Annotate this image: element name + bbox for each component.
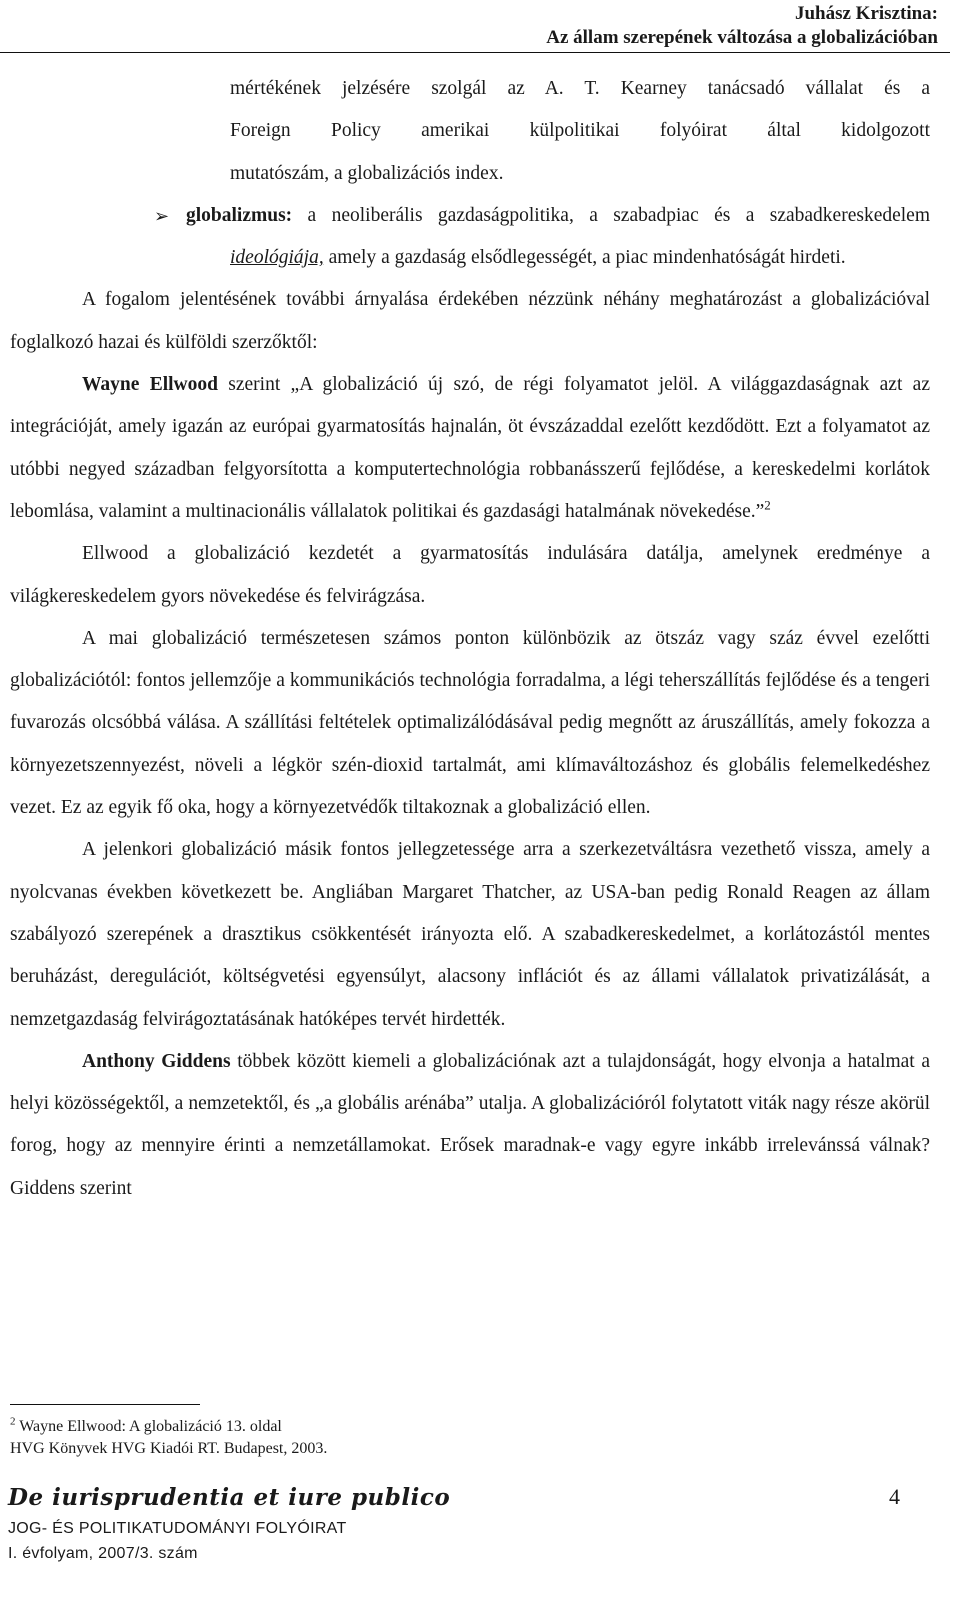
paragraph-structural-change: A jelenkori globalizáció másik fontos jellegzetessége arra a szerkezetváltásra vezethető vissza, amely a nyolcvanas években következett be. Angliában Margaret Thatcher, az USA-ban pedig Ronald Reagen az állam szabályozó szerepének a drasztikus csökkentését irányozta elő. A szabadkereskedelmet, a korlátozástól mentes beruházást, deregulációt, költségvetési egyensúlyt, alacsony inflációt és az állami vállalatok privatizálását, a nemzetgazdaság felvirágoztatásának hatóképes tervét hirdették. — [10, 839, 930, 1030]
page-number: 4 — [889, 1484, 900, 1509]
bullet-term: globalizmus: — [186, 204, 293, 226]
author-name-giddens: Anthony Giddens — [82, 1050, 231, 1072]
continued-line-2: Foreign Policy amerikai külpolitikai folyóirat által kidolgozott — [230, 120, 930, 142]
ideologiaja-link[interactable]: ideológiája, — [230, 247, 324, 269]
header-author: Juhász Krisztina: — [794, 3, 938, 24]
arrow-bullet-icon: ➢ — [154, 205, 170, 226]
giddens-text: többek között kiemeli a globalizációnak azt a tulajdonságát, hogy elvonja a hatalmat a helyi közösségektől, a nemzetektől, és „a globális arénába” utalja. A globalizációról folytatott viták nagy része akörül forog, hogy az mennyire érinti a nemzetállamokat. Erősek maradnak-e vagy egyre inkább irrelevánssá válnak? Giddens szerint — [10, 1050, 930, 1199]
continued-line-3: mutatószám, a globalizációs index. — [230, 162, 504, 184]
ellwood-quote-text: szerint „A globalizáció új szó, de régi folyamatot jelöl. A világgazdaságnak azt az integrációját, amely igazán az európai gyarmatosítás hajnalán, öt évszázaddal ezelőtt kezdődött. Ezt a folyamatot az utóbbi negyed században felgyorsította a komputertechnológia robbanásszerű fejlődése, a kereskedelmi korlátok lebomlása, valamint a multinacionális vállalatok politikai és gazdasági hatalmának növekedése.” — [10, 374, 930, 522]
paragraph-ellwood-dating: Ellwood a globalizáció kezdetét a gyarmatosítás indulására datálja, amelynek eredménye a világkereskedelem gyors növekedése és felvirágzása. — [10, 543, 930, 607]
bullet-text-2: amely a gazdaság elsődlegességét, a piac mindenhatóságát hirdeti. — [323, 247, 846, 269]
footnote-number: 2 — [10, 1415, 16, 1428]
bullet-text-1: a neoliberális gazdaságpolitika, a szabadpiac és a szabadkereskedelem — [292, 204, 930, 226]
body-text — [10, 68, 930, 1210]
continued-line-1: mértékének jelzésére szolgál az A. T. Kearney tanácsadó vállalat és a — [230, 78, 930, 99]
bullet-item-globalizmus — [10, 195, 930, 280]
paragraph-giddens — [10, 1041, 930, 1210]
paragraph-ellwood-quote — [10, 364, 930, 533]
continued-list-item — [10, 68, 930, 195]
footnote-rule — [10, 1404, 200, 1405]
footnote-line-1: Wayne Ellwood: A globalizáció 13. oldal — [15, 1418, 282, 1435]
journal-title: De iurisprudentia et iure publico — [8, 1484, 451, 1511]
journal-name: JOG- ÉS POLITIKATUDOMÁNYI FOLYÓIRAT — [8, 1520, 347, 1537]
running-header — [546, 2, 938, 50]
footnote-ref[interactable]: 2 — [764, 497, 771, 513]
paragraph-intro: A fogalom jelentésének további árnyalása érdekében nézzünk néhány meghatározást a globalizációval foglalkozó hazai és külföldi szerzőktől: — [10, 289, 930, 353]
paragraph-modern-globalization: A mai globalizáció természetesen számos ponton különbözik az ötszáz vagy száz évvel ezelőtti globalizációtól: fontos jellemzője a kommunikációs technológia forradalma, a légi teherszállítás fejlődése és a tengeri fuvarozás olcsóbbá válása. A szállítási feltételek optimalizálódásával pedig megnőtt az áruszállítás, amely fokozza a környezetszennyezést, növeli a légkör szén-dioxid tartalmát, ami klímaváltozáshoz és globális felemelkedéshez vezet. Ez az egyik fő oka, hogy a környezetvédők tiltakoznak a globalizáció ellen. — [10, 627, 930, 819]
footnote-line-2: HVG Könyvek HVG Kiadói RT. Budapest, 2003. — [10, 1440, 328, 1457]
header-title: Az állam szerepének változása a globalizációban — [546, 27, 938, 48]
journal-issue: I. évfolyam, 2007/3. szám — [8, 1545, 198, 1562]
footnote — [10, 1416, 327, 1460]
author-name-ellwood: Wayne Ellwood — [82, 374, 218, 396]
header-rule — [0, 52, 950, 53]
